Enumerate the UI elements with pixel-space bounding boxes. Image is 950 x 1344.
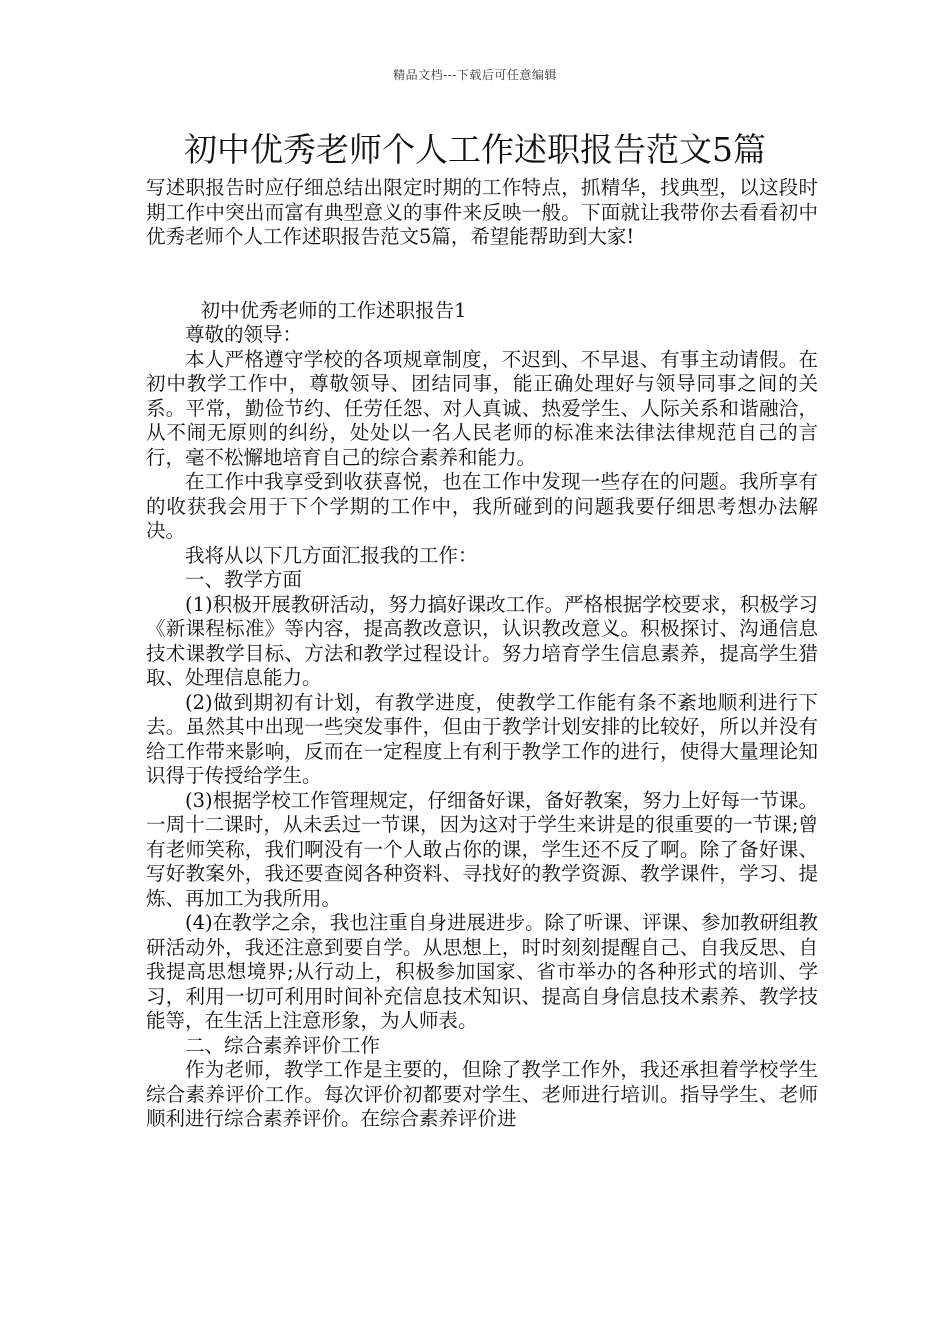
paragraph-1: 本人严格遵守学校的各项规章制度，不迟到、不早退、有事主动请假。在初中教学工作中，尊敬领导、团结同事，能正确处理好与领导同事之间的关系。平常，勤俭节约、任劳任怨、对人真诚、热爱学生、人际关系和谐融洽，从不闹无原则的纠纷，处处以一名人民老师的标准来法律法律规范自己的言行，毫不松懈地培育自己的综合素养和能力。 [146, 347, 818, 469]
header-note: 精品文档---下载后可任意编辑 [393, 68, 557, 82]
list-item-4: (4)在教学之余，我也注重自身进展进步。除了听课、评课、参加教研组教研活动外，我还注意到要自学。从思想上，时时刻刻提醒自己、自我反思、自我提高思想境界;从行动上，积极参加国家、省市举办的各种形式的培训、学习，利用一切可利用时间补充信息技术知识、提高自身信息技术素养、教学技能等，在生活上注意形象，为人师表。 [146, 911, 818, 1032]
paragraph-spacer [146, 250, 818, 299]
paragraph-2: 在工作中我享受到收获喜悦，也在工作中发现一些存在的问题。我所享有的收获我会用于下个学期的工作中，我所碰到的问题我要仔细思考想办法解决。 [146, 470, 818, 542]
list-item-2: (2)做到期初有计划，有教学进度，使教学工作能有条不紊地顺利进行下去。虽然其中出现一些突发事件，但由于教学计划安排的比较好，所以并没有给工作带来影响，反而在一定程度上有利于教学工作的进行，使得大量理论知识得于传授给学生。 [146, 690, 818, 787]
list-item-3: (3)根据学校工作管理规定，仔细备好课，备好教案，努力上好每一节课。一周十二课时，从未丢过一节课，因为这对于学生来讲是的很重要的一节课;曾有老师笑称，我们啊没有一个人敢占你的课，学生还不反了啊。除了备好课、写好教案外，我还要查阅各种资料、寻找好的教学资源、教学课件，学习、提炼、再加工为我所用。 [146, 788, 818, 910]
document-title: 初中优秀老师个人工作述职报告范文5篇 [184, 130, 766, 169]
document-body [146, 176, 818, 1132]
report-heading: 初中优秀老师的工作述职报告1 [200, 298, 467, 322]
section-heading-evaluation: 二、综合素养评价工作 [185, 1033, 381, 1057]
salutation: 尊敬的领导： [185, 323, 303, 346]
intro-paragraph: 写述职报告时应仔细总结出限定时期的工作特点，抓精华，找典型，以这段时期工作中突出而富有典型意义的事件来反映一般。下面就让我带你去看看初中优秀老师个人工作述职报告范文5篇，希望能帮助到大家! [146, 176, 818, 248]
paragraph-4: 作为老师，教学工作是主要的，但除了教学工作外，我还承担着学校学生综合素养评价工作。每次评价初都要对学生、老师进行培训。指导学生、老师顺利进行综合素养评价。在综合素养评价进 [146, 1058, 818, 1130]
paragraph-3: 我将从以下几方面汇报我的工作： [185, 543, 478, 567]
section-heading-teaching: 一、教学方面 [185, 568, 303, 591]
list-item-1: (1)积极开展教研活动，努力搞好课改工作。严格根据学校要求，积极学习《新课程标准》等内容，提高教改意识，认识教改意义。积极探讨、沟通信息技术课教学目标、方法和教学过程设计。努力培育学生信息素养，提高学生猎取、处理信息能力。 [146, 592, 818, 689]
